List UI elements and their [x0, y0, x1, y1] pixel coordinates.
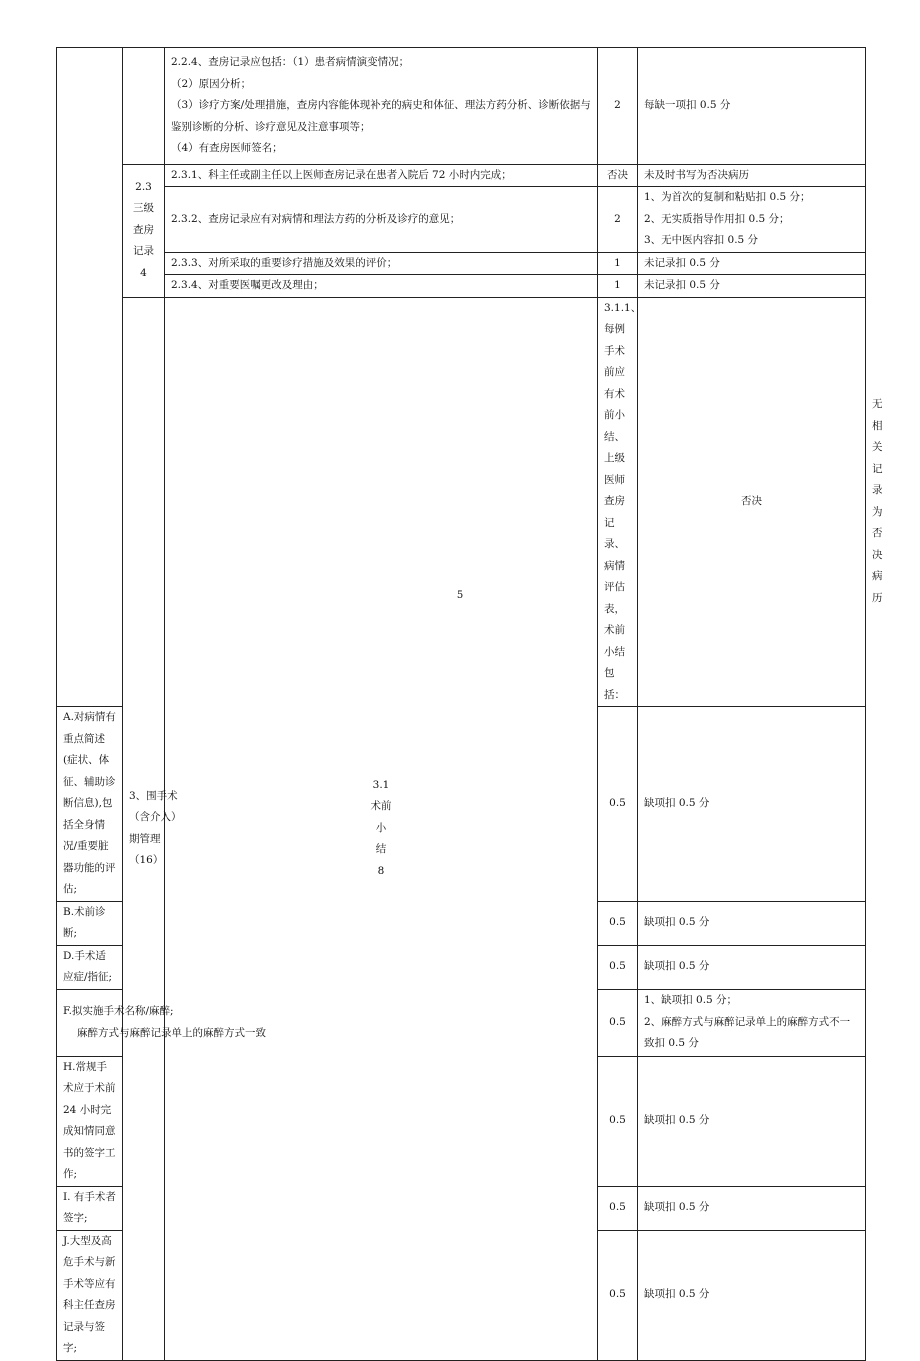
deduction-cell: 缺项扣 0.5 分 [638, 901, 866, 945]
deduction-cell: 1、缺项扣 0.5 分； 2、麻醉方式与麻醉记录单上的麻醉方式不一致扣 0.5 分 [638, 989, 866, 1056]
deduction-cell: 缺项扣 0.5 分 [638, 1230, 866, 1360]
section-label-line: 三级 [133, 202, 154, 215]
table-row [57, 164, 866, 187]
score-cell: 0.5 [598, 1230, 638, 1360]
section-label-line: 记录 [133, 245, 154, 258]
page-number: 5 [456, 590, 464, 601]
table-row [57, 48, 866, 165]
criteria-cell: F.拟实施手术名称/麻醉; 麻醉方式与麻醉记录单上的麻醉方式一致 [57, 989, 123, 1056]
subcategory-cell-continued [123, 48, 165, 165]
subcategory-cell-2-3 [123, 164, 165, 297]
category-cell-3 [123, 297, 182, 1360]
criteria-line: （3）诊疗方案/处理措施，查房内容能体现补充的病史和体征、理法方药分析、诊断依据与鉴别诊断的分析、诊疗意见及注意事项等； [171, 99, 591, 133]
deduction-cell: 缺项扣 0.5 分 [638, 707, 866, 902]
section-label-line: （16） [129, 854, 164, 866]
table-row [57, 187, 866, 253]
score-cell: 否决 [598, 164, 638, 187]
score-cell: 0.5 [598, 1056, 638, 1186]
criteria-cell: D.手术适应症/指征; [57, 945, 123, 989]
section-label-line: 结 [375, 843, 387, 856]
score-cell: 2 [598, 187, 638, 253]
deduction-cell: 缺项扣 0.5 分 [638, 1056, 866, 1186]
criteria-cell: 2.3.2、查房记录应有对病情和理法方药的分析及诊疗的意见； [165, 187, 598, 253]
criteria-cell: B.术前诊断; [57, 901, 123, 945]
score-cell: 1 [598, 252, 638, 275]
criteria-cell: I. 有手术者签字; [57, 1186, 123, 1230]
criteria-cell: A.对病情有重点简述(症状、体征、辅助诊断信息),包括全身情况/重要脏器功能的评估; [57, 707, 123, 902]
section-label-line: 4 [140, 266, 147, 279]
deduction-cell: 缺项扣 0.5 分 [638, 945, 866, 989]
deduction-cell: 未及时书写为否决病历 [638, 164, 866, 187]
criteria-cell: 3.1.1、每例手术前应有术前小结、上级医师查房记录、病情评估表，术前小结包括： [598, 297, 638, 707]
deduction-cell: 未记录扣 0.5 分 [638, 275, 866, 298]
score-cell: 2 [598, 48, 638, 165]
deduction-cell: 1、为首次的复制和粘贴扣 0.5 分； 2、无实质指导作用扣 0.5 分； 3、无中医内容扣 0.5 分 [638, 187, 866, 253]
score-cell: 1 [598, 275, 638, 298]
table-row [57, 252, 866, 275]
section-label-line: 2.3 [135, 180, 152, 193]
criteria-cell: 2.3.3、对所采取的重要诊疗措施及效果的评价； [165, 252, 598, 275]
criteria-line: （4）有查房医师签名； [171, 142, 283, 154]
table-row: 3、围手术 （含介入） 期管理 （16） 3.1 术前 小 结 8 3.1.1、每例手术前应有术前小结、上级医师查房记录、病情评估表，术前小结包括： 否决 无相关记录为否决病历 [57, 297, 866, 707]
section-label-line: 小 [375, 821, 387, 834]
section-label-line: （含介入） [129, 811, 182, 823]
criteria-cell: H.常规手术应于术前 24 小时完成知情同意书的签字工作; [57, 1056, 123, 1186]
category-cell-continued [57, 48, 123, 707]
table-row [57, 275, 866, 298]
section-label-line: 8 [377, 864, 385, 877]
score-cell: 否决 [638, 297, 866, 707]
criteria-line: （2）原因分析； [171, 77, 252, 90]
section-label-line: 期管理 [129, 832, 161, 845]
section-label-line: 查房 [133, 223, 154, 236]
criteria-cell: J.大型及高危手术与新手术等应有科主任查房记录与签字; [57, 1230, 123, 1360]
section-label-line: 术前 [370, 800, 392, 813]
score-cell: 0.5 [598, 707, 638, 902]
criteria-cell: 2.3.1、科主任或副主任以上医师查房记录在患者入院后 72 小时内完成； [165, 164, 598, 187]
score-cell: 0.5 [598, 989, 638, 1056]
section-label-line: 3、围手术 [129, 789, 178, 802]
deduction-cell: 每缺一项扣 0.5 分 [638, 48, 866, 165]
score-cell: 0.5 [598, 901, 638, 945]
section-label-line: 3.1 [372, 778, 390, 791]
criteria-cell [165, 48, 598, 165]
subcategory-cell-3-1 [165, 297, 598, 1360]
criteria-line: 2.2.4、查房记录应包括：（1）患者病情演变情况； [171, 56, 410, 68]
deduction-cell: 缺项扣 0.5 分 [638, 1186, 866, 1230]
scoring-table [56, 47, 883, 1361]
criteria-cell: 2.3.4、对重要医嘱更改及理由； [165, 275, 598, 298]
deduction-cell: 未记录扣 0.5 分 [638, 252, 866, 275]
score-cell: 0.5 [598, 945, 638, 989]
score-cell: 0.5 [598, 1186, 638, 1230]
